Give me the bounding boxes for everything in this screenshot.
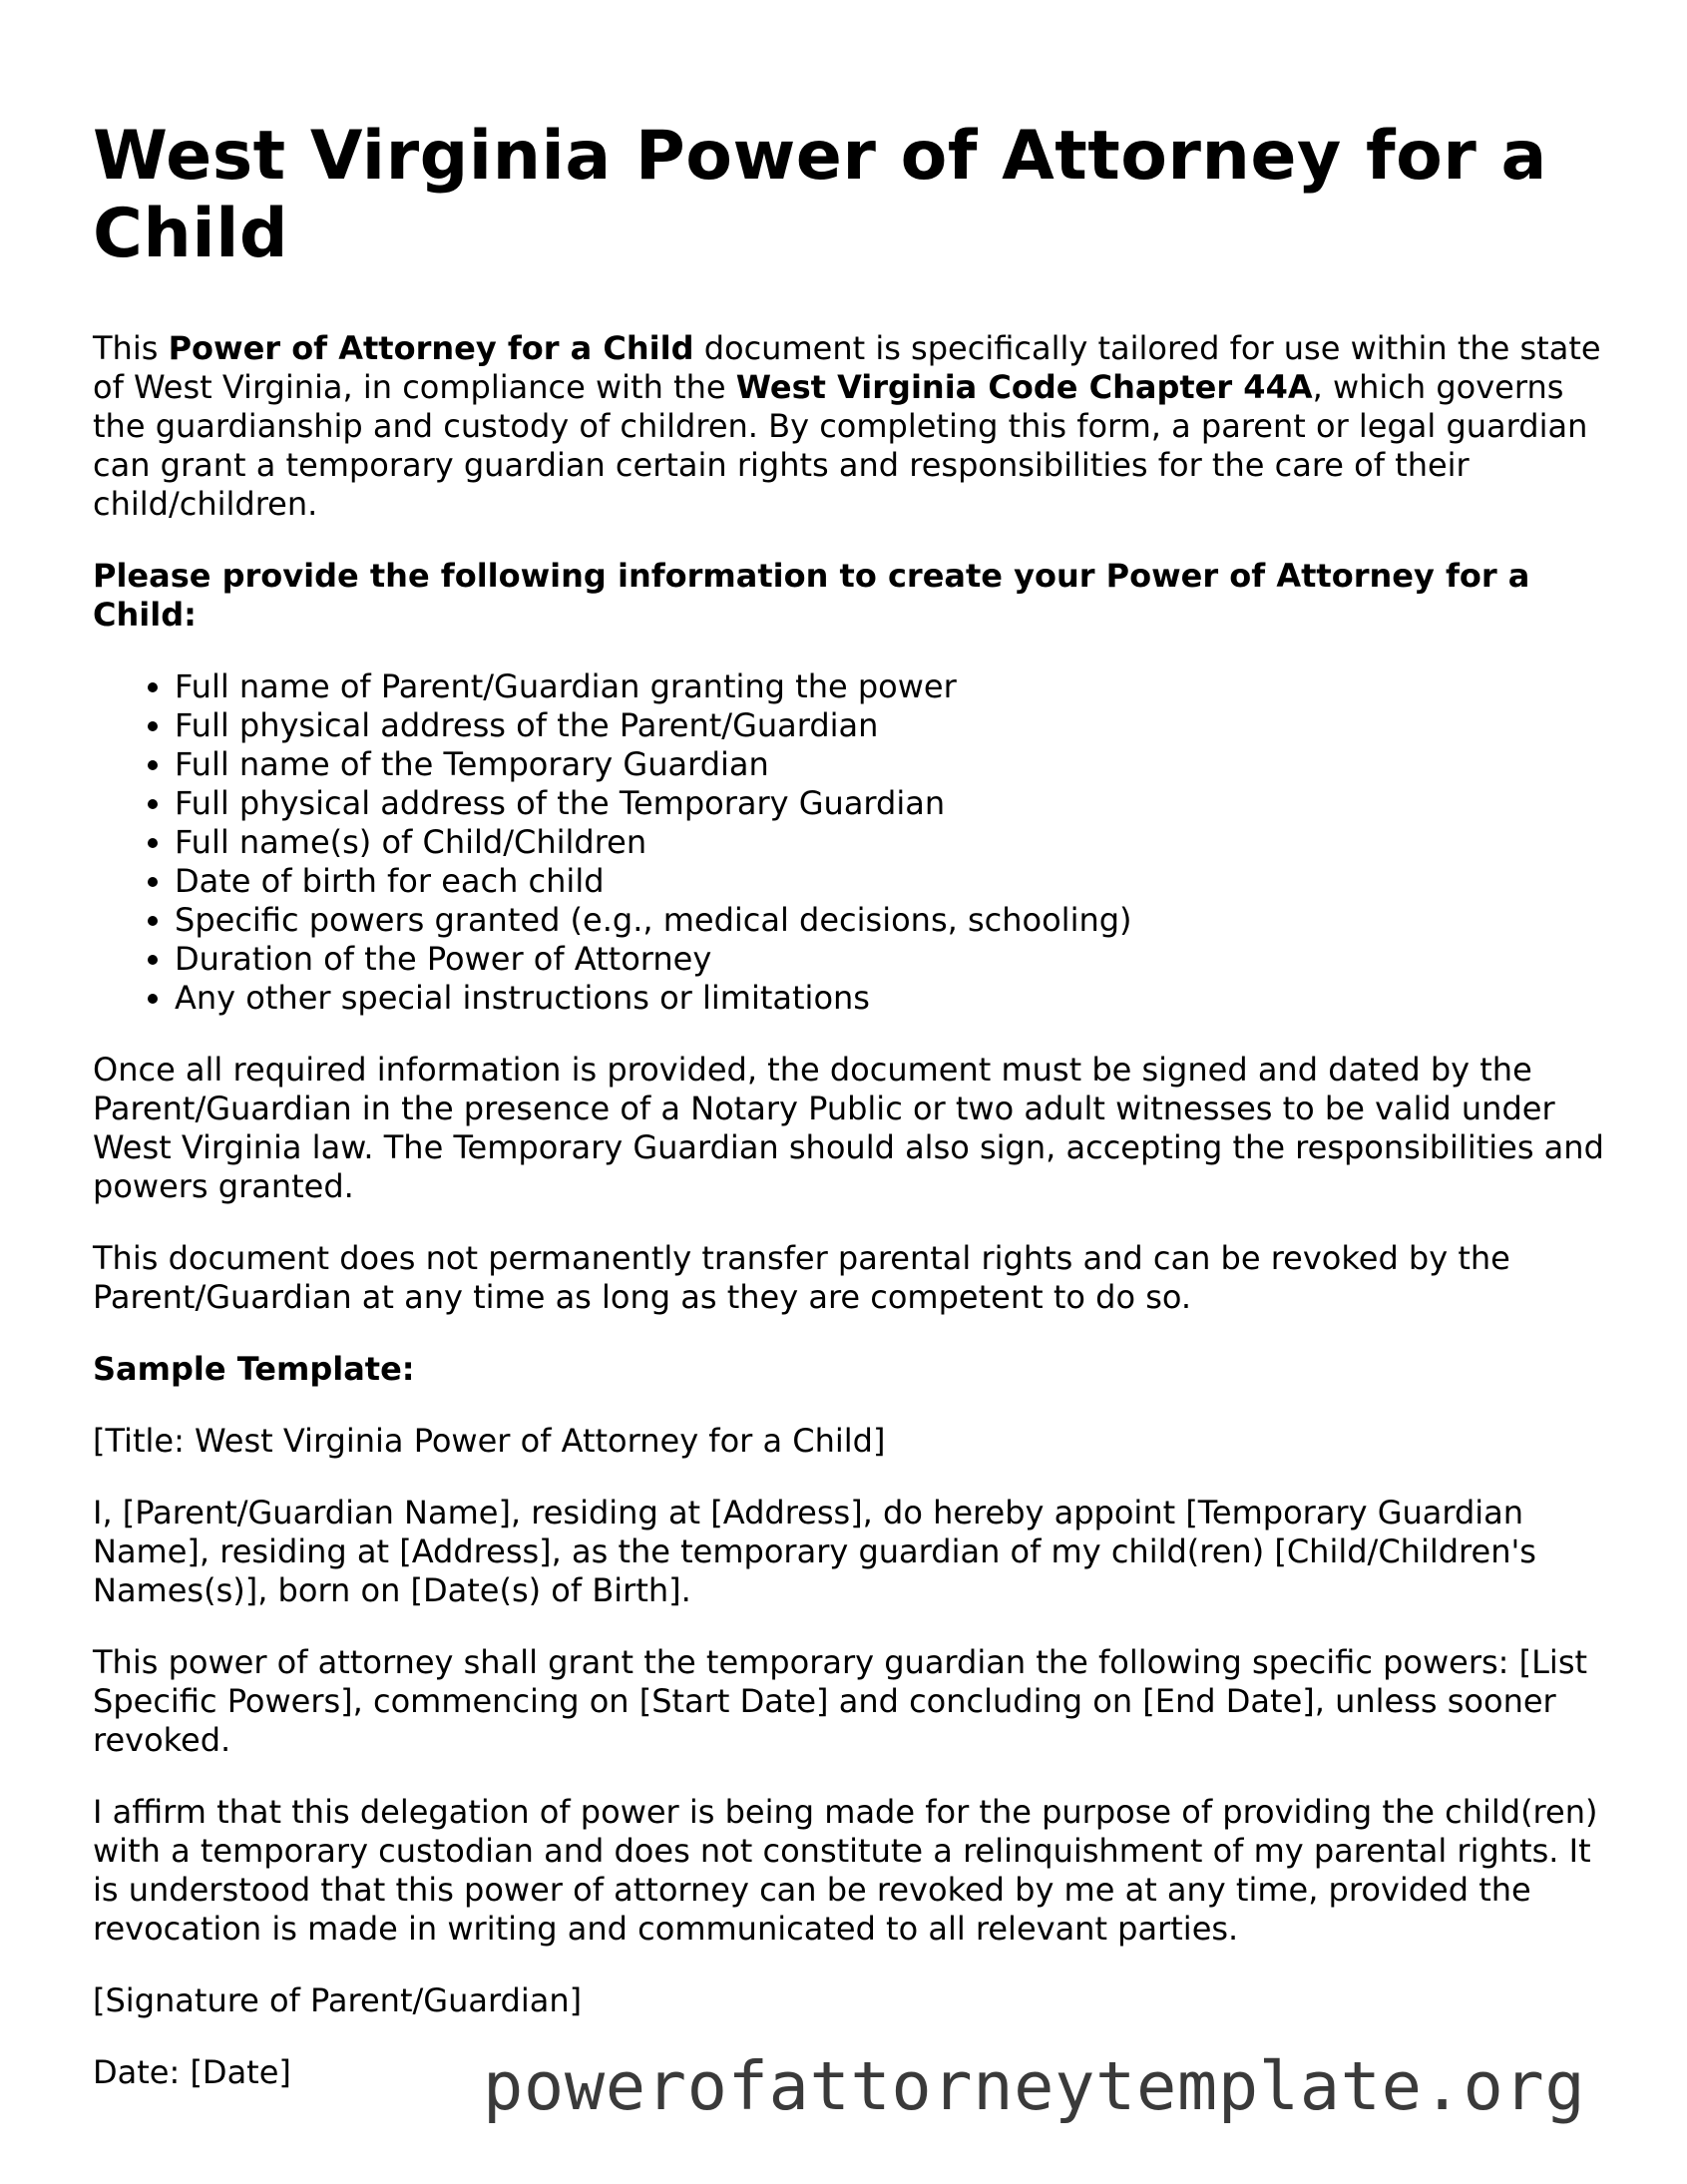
revocation-paragraph: This document does not permanently transfer parental rights and can be revoked by the Parent/Guardian at any time as long as they are competent to do so. (93, 1239, 1510, 1316)
page-title: West Virginia Power of Attorney for a Child (93, 117, 1547, 273)
list-item: • Any other special instructions or limitations (175, 979, 1619, 1018)
document-page (93, 118, 1619, 2125)
intro-paragraph (93, 329, 1619, 524)
intro-bold-2: West Virginia Code Chapter 44A (735, 368, 1313, 406)
info-list (93, 667, 1619, 1018)
sample-affirmation: I affirm that this delegation of power is being made for the purpose of providing the child(ren) with a temporary custodian and does not constitute a relinquishment of my parental rights. It is understood that this power of attorney can be revoked by me at any time, provided the revocation is made in writing and communicated to all relevant parties. (93, 1793, 1598, 1948)
list-item: • Full physical address of the Temporary Guardian (175, 784, 1619, 823)
sample-powers: This power of attorney shall grant the temporary guardian the following specific powers: [List Specific Powers], commencing on [Start Date] and concluding on [End Date], unless sooner revoked. (93, 1643, 1588, 1759)
list-item: • Full name of Parent/Guardian granting the power (175, 667, 1619, 706)
sample-title-line: [Title: West Virginia Power of Attorney for a Child] (93, 1422, 886, 1460)
intro-text-2: document is specifically tailored for use within the state of West Virginia, in compliance with the (93, 329, 1601, 406)
watermark: powerofattorneytemplate.org (483, 2047, 1586, 2125)
list-item: • Duration of the Power of Attorney (175, 940, 1619, 979)
info-heading: Please provide the following information to create your Power of Attorney for a Child: (93, 557, 1530, 634)
list-item: • Full name(s) of Child/Children (175, 823, 1619, 862)
intro-bold-1: Power of Attorney for a Child (168, 329, 694, 367)
list-item: • Specific powers granted (e.g., medical decisions, schooling) (175, 901, 1619, 940)
sample-heading: Sample Template: (93, 1350, 415, 1388)
sample-date: Date: [Date] (93, 2053, 291, 2091)
sample-signature: [Signature of Parent/Guardian] (93, 1981, 583, 2019)
list-item: • Full physical address of the Parent/Guardian (175, 706, 1619, 745)
sample-appointment: I, [Parent/Guardian Name], residing at [Address], do hereby appoint [Temporary Guardian Name], residing at [Address], as the temporary guardian of my child(ren) [Child/Children's Names(s)], born on [Date(s) of Birth]. (93, 1494, 1536, 1609)
list-item: • Date of birth for each child (175, 862, 1619, 901)
signing-paragraph: Once all required information is provided, the document must be signed and dated by the Parent/Guardian in the presence of a Notary Public or two adult witnesses to be valid under West Virginia law. The Temporary Guardian should also sign, accepting the responsibilities and powers granted. (93, 1051, 1604, 1205)
intro-text-1: This (93, 329, 169, 367)
intro-text-3: , which governs the guardianship and custody of children. By completing this form, a parent or legal guardian can grant a temporary guardian certain rights and responsibilities for the care of their child/children. (93, 368, 1588, 523)
list-item: • Full name of the Temporary Guardian (175, 745, 1619, 784)
